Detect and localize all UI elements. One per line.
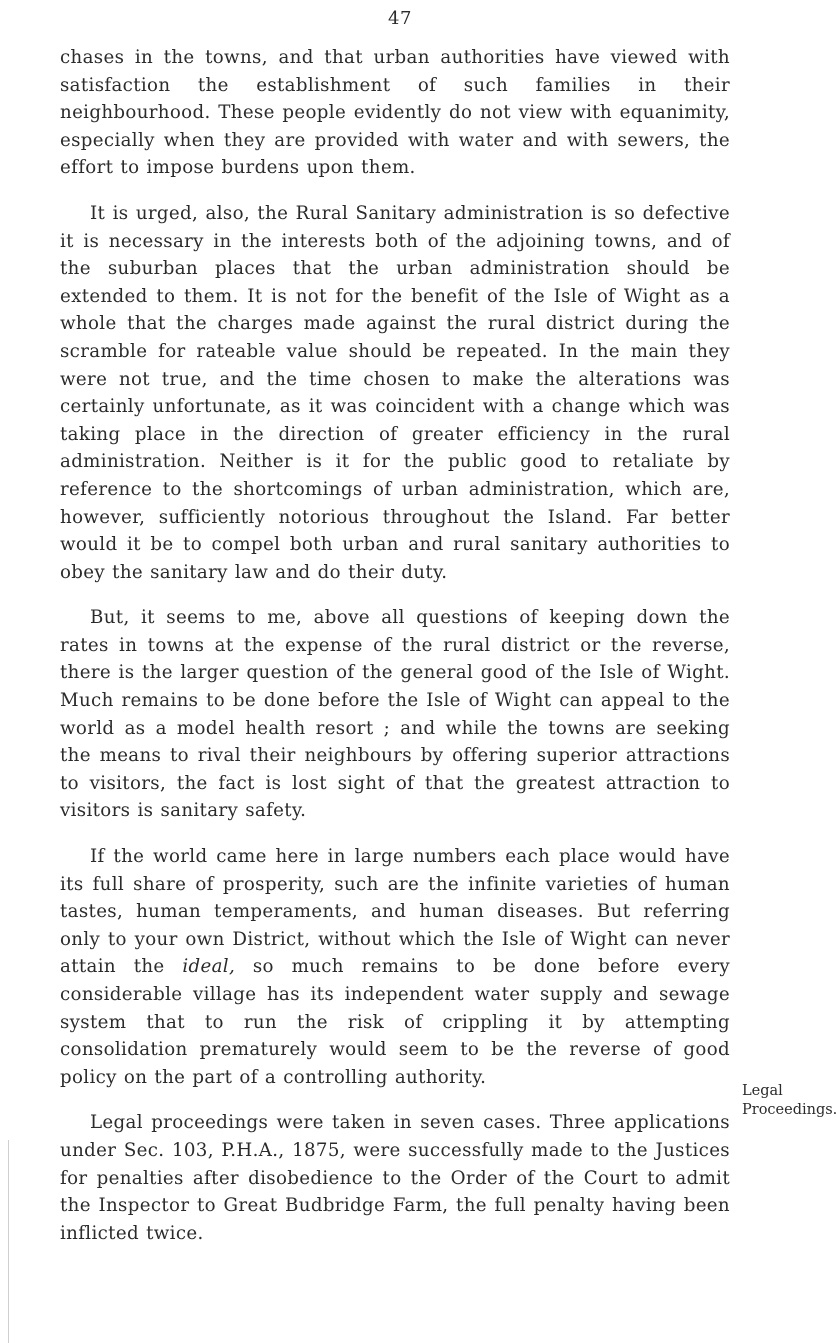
italic-ideal: ideal, <box>182 956 236 978</box>
paragraph-1: chases in the towns, and that urban authorities have viewed with satisfaction the establishment of such families in their neighbourhood. These people evidently do not view with equanimity, especially when they are provided with water and with sewers, the effort to impose burdens upon them. <box>60 47 730 179</box>
paragraph-4-start: If the world came here in large numbers each place would have its full share of prosperity, such are the infinite varieties of human tastes, human temperaments, and human diseases. But referring only to your own District, without which the Isle of Wight can never attain the <box>60 846 730 978</box>
paragraph-4 <box>60 843 730 1091</box>
paragraph-3: But, it seems to me, above all questions of keeping down the rates in towns at the expense of the rural district or the reverse, there is the larger question of the general good of the Isle of Wight. Much remains to be done before the Isle of Wight can appeal to the world as a model health resort ; and while the towns are seeking the means to rival their neighbours by offering superior attractions to visitors, the fact is lost sight of that the greatest attraction to visitors is sanitary safety. <box>60 607 730 822</box>
paragraph-4-end: so much remains to be done before every considerable village has its independent water supply and sewage system that to run the risk of crippling it by attempting consolidation prematurely would seem to be the reverse of good policy on the part of a controlling authority. <box>60 956 730 1088</box>
page-number: 47 <box>388 8 412 29</box>
margin-note-line-1: Legal <box>742 1083 783 1099</box>
paragraph-2: It is urged, also, the Rural Sanitary administration is so defective it is necessary in the interests both of the adjoining towns, and of the suburban places that the urban administration should be extended to them. It is not for the benefit of the Isle of Wight as a whole that the charges made against the rural district during the scramble for rateable value should be repeated. In the main they were not true, and the time chosen to make the alterations was certainly unfortunate, as it was coincident with a change which was taking place in the direction of greater efficiency in the rural administration. Neither is it for the public good to retaliate by reference to the shortcomings of urban administration, which are, however, sufficiently notorious throughout the Island. Far better would it be to compel both urban and rural sanitary authorities to obey the sanitary law and do their duty. <box>60 202 730 583</box>
margin-note-line-2: Proceedings. <box>742 1102 837 1118</box>
page-edge-line <box>8 1140 9 1343</box>
paragraph-5: Legal proceedings were taken in seven cases. Three applications under Sec. 103, P.H.A., 1875, were successfully made to the Justices for penalties after disobedience to the Order of the Court to admit the Inspector to Great Budbridge Farm, the full penalty having been inflicted twice. <box>60 1112 730 1244</box>
body-text <box>60 44 730 1265</box>
margin-note-legal-proceedings <box>742 1082 837 1120</box>
